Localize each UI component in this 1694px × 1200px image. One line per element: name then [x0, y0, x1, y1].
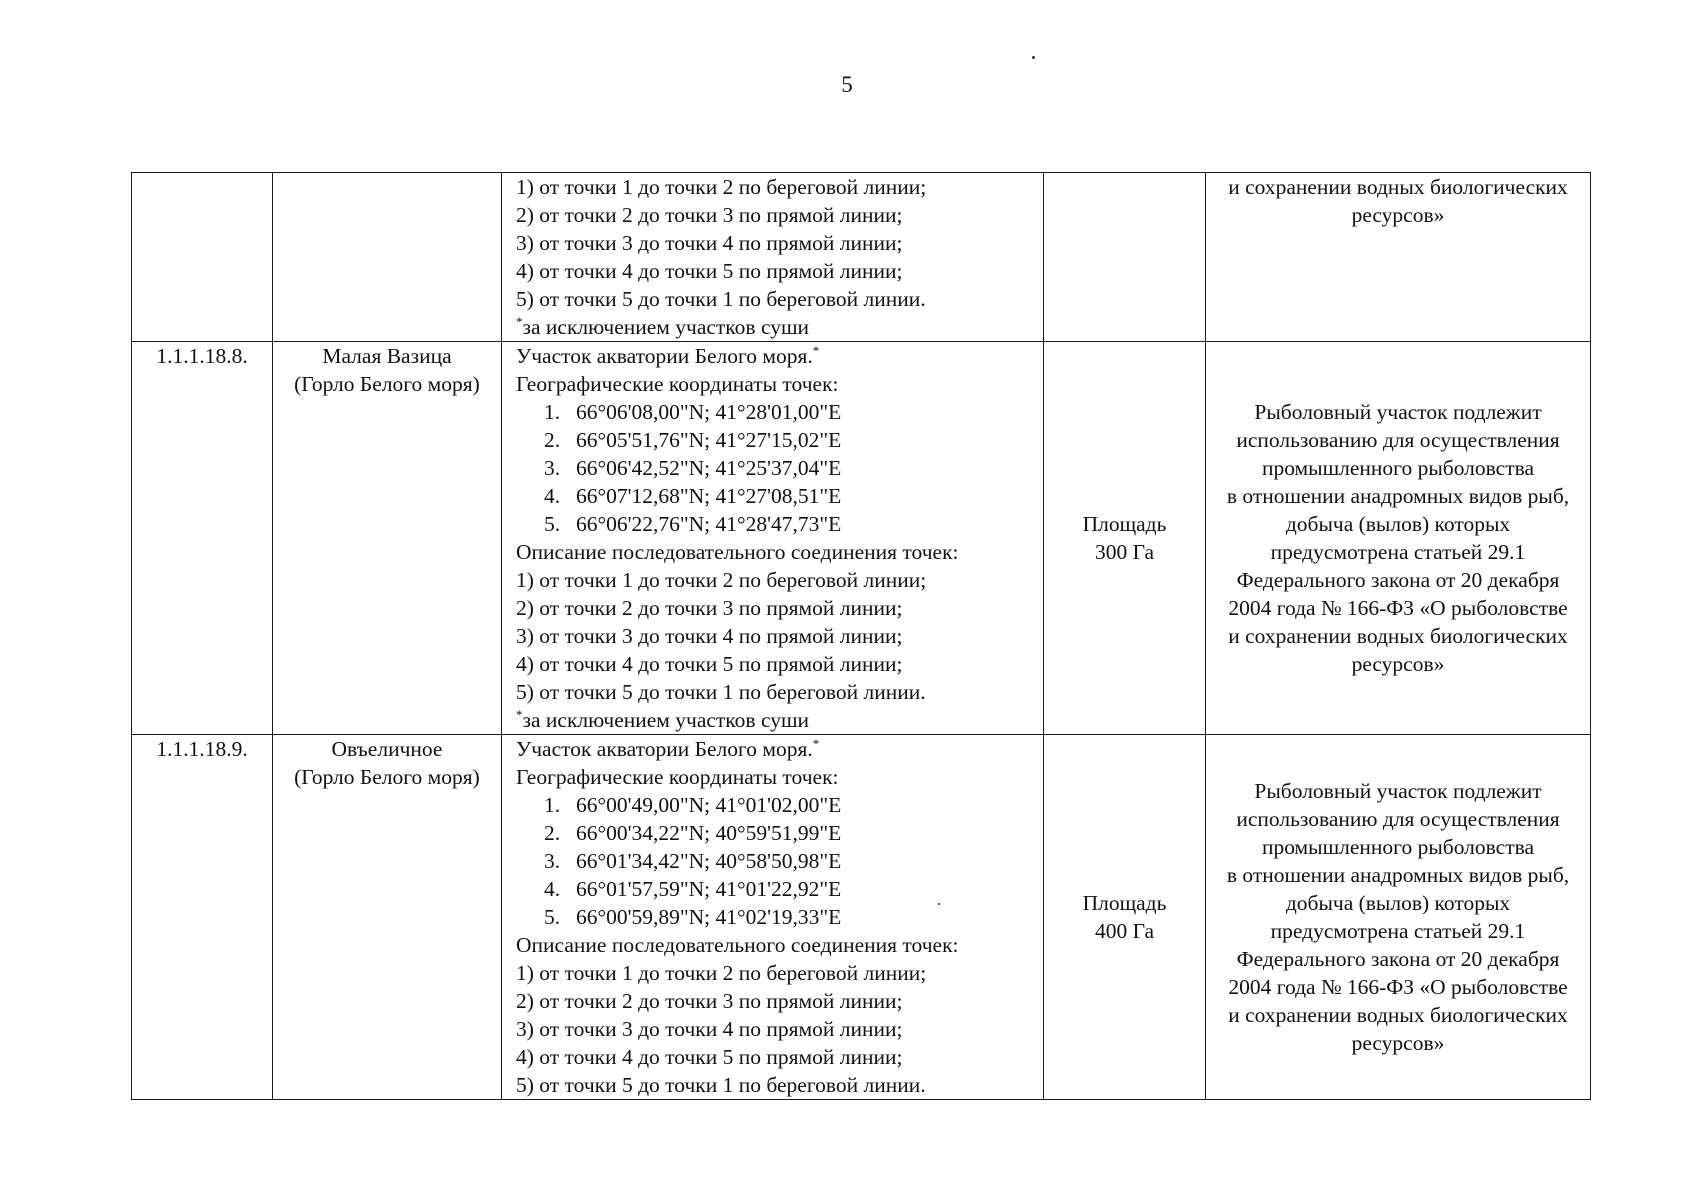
note-line: в отношении анадромных видов рыб,: [1226, 484, 1570, 508]
coord-number: 5.: [544, 905, 561, 929]
area-name: Овъеличное: [331, 737, 443, 761]
connection-line: 2) от точки 2 до точки 3 по прямой линии;: [516, 989, 903, 1013]
coord-value: 66°06'22,76"N; 41°28'47,73"E: [576, 512, 842, 536]
note-line: 2004 года № 166-ФЗ «О рыболовстве: [1228, 975, 1568, 999]
note-line: добыча (вылов) которых: [1285, 891, 1511, 915]
row-number: 1.1.1.18.8.: [156, 344, 248, 368]
footnote-mark: *: [516, 314, 523, 329]
scan-speck: [938, 903, 940, 905]
note-line: 2004 года № 166-ФЗ «О рыболовстве: [1228, 596, 1568, 620]
area-name: Малая Вазица: [322, 344, 452, 368]
description-cell: [502, 342, 1044, 735]
note-line: ресурсов»: [1351, 203, 1445, 227]
coord-value: 66°00'59,89"N; 41°02'19,33"E: [576, 905, 842, 929]
area-value: 300 Га: [1094, 540, 1155, 564]
coordinate-line: [516, 482, 1041, 510]
connections-title: Описание последовательного соединения точек:: [516, 933, 959, 957]
coord-number: 1.: [544, 793, 561, 817]
coordinate-line: [516, 398, 1041, 426]
note-line: и сохранении водных биологических: [1228, 624, 1568, 648]
coordinate-line: [516, 819, 1041, 847]
area-size-cell: [1044, 735, 1206, 1100]
note-line: промышленного рыболовства: [1261, 835, 1535, 859]
note-line: и сохранении водных биологических: [1228, 1003, 1568, 1027]
note-line: предусмотрена статьей 29.1: [1270, 540, 1526, 564]
footnote-line: [516, 313, 1041, 341]
coordinate-line: [516, 903, 1041, 931]
intro-text: Участок акватории Белого моря.: [516, 737, 813, 761]
connection-line: 3) от точки 3 до точки 4 по прямой линии;: [516, 624, 903, 648]
note-line: добыча (вылов) которых: [1285, 512, 1511, 536]
intro-text: Участок акватории Белого моря.: [516, 344, 813, 368]
row-number: 1.1.1.18.9.: [156, 737, 248, 761]
area-size-cell: [1044, 173, 1206, 342]
note-cell: [1206, 342, 1591, 735]
coordinate-line: [516, 875, 1041, 903]
coord-number: 2.: [544, 821, 561, 845]
connection-line: 4) от точки 4 до точки 5 по прямой линии;: [516, 652, 903, 676]
row-number-cell: [132, 342, 273, 735]
coord-number: 5.: [544, 512, 561, 536]
page-number: 5: [841, 72, 853, 97]
coordinate-line: [516, 510, 1041, 538]
footnote-text: за исключением участков суши: [522, 315, 810, 339]
footnote-text: за исключением участков суши: [522, 708, 810, 732]
coord-number: 4.: [544, 484, 561, 508]
coord-value: 66°06'42,52"N; 41°25'37,04"E: [576, 456, 842, 480]
connection-line: 5) от точки 5 до точки 1 по береговой линии.: [516, 1073, 926, 1097]
coordinate-line: [516, 847, 1041, 875]
connection-line: 2) от точки 2 до точки 3 по прямой линии;: [516, 203, 903, 227]
coord-value: 66°07'12,68"N; 41°27'08,51"E: [576, 484, 842, 508]
coord-number: 4.: [544, 877, 561, 901]
intro-line: [516, 735, 1041, 763]
footnote-mark: *: [812, 736, 820, 751]
coord-value: 66°05'51,76"N; 41°27'15,02"E: [576, 428, 842, 452]
coords-title: Географические координаты точек:: [516, 372, 839, 396]
note-line: Рыболовный участок подлежит: [1254, 400, 1542, 424]
note-line: ресурсов»: [1351, 652, 1445, 676]
area-label: Площадь: [1082, 891, 1167, 915]
description-cell: [502, 173, 1044, 342]
table-row: [132, 173, 1591, 342]
area-name-cell: [273, 173, 502, 342]
connection-line: 4) от точки 4 до точки 5 по прямой линии;: [516, 259, 903, 283]
note-line: в отношении анадромных видов рыб,: [1226, 863, 1570, 887]
coordinate-line: [516, 426, 1041, 454]
connection-line: 5) от точки 5 до точки 1 по береговой линии.: [516, 680, 926, 704]
connection-line: 3) от точки 3 до точки 4 по прямой линии;: [516, 1017, 903, 1041]
note-line: использованию для осуществления: [1236, 428, 1560, 452]
connection-line: 1) от точки 1 до точки 2 по береговой линии;: [516, 568, 927, 592]
connections-title: Описание последовательного соединения точек:: [516, 540, 959, 564]
coord-value: 66°01'57,59"N; 41°01'22,92"E: [576, 877, 842, 901]
coord-number: 3.: [544, 456, 561, 480]
row-number-cell: [132, 173, 273, 342]
area-region: (Горло Белого моря): [294, 372, 480, 396]
intro-line: [516, 342, 1041, 370]
scan-speck: [1032, 56, 1035, 59]
note-cell: [1206, 735, 1591, 1100]
area-label: Площадь: [1082, 512, 1167, 536]
row-number-cell: [132, 735, 273, 1100]
coord-value: 66°01'34,42"N; 40°58'50,98"E: [576, 849, 842, 873]
connection-line: 3) от точки 3 до точки 4 по прямой линии;: [516, 231, 903, 255]
footnote-mark: *: [516, 707, 523, 722]
note-cell: [1206, 173, 1591, 342]
connection-line: 2) от точки 2 до точки 3 по прямой линии;: [516, 596, 903, 620]
note-line: промышленного рыболовства: [1261, 456, 1535, 480]
note-line: Рыболовный участок подлежит: [1254, 779, 1542, 803]
area-region: (Горло Белого моря): [294, 765, 480, 789]
note-line: и сохранении водных биологических: [1228, 175, 1568, 199]
connection-line: 1) от точки 1 до точки 2 по береговой линии;: [516, 175, 927, 199]
connection-line: 4) от точки 4 до точки 5 по прямой линии;: [516, 1045, 903, 1069]
fishing-areas-table: [131, 172, 1591, 1100]
footnote-mark: *: [812, 343, 820, 358]
coordinate-line: [516, 791, 1041, 819]
note-line: Федерального закона от 20 декабря: [1236, 947, 1560, 971]
connection-line: 5) от точки 5 до точки 1 по береговой линии.: [516, 287, 926, 311]
description-cell: [502, 735, 1044, 1100]
table-row: [132, 735, 1591, 1100]
coord-number: 3.: [544, 849, 561, 873]
note-line: ресурсов»: [1351, 1031, 1445, 1055]
coord-value: 66°06'08,00"N; 41°28'01,00"E: [576, 400, 842, 424]
footnote-line: [516, 706, 1041, 734]
area-name-cell: [273, 342, 502, 735]
table-row: [132, 342, 1591, 735]
coord-value: 66°00'34,22"N; 40°59'51,99"E: [576, 821, 842, 845]
note-line: использованию для осуществления: [1236, 807, 1560, 831]
coord-number: 1.: [544, 400, 561, 424]
connection-line: 1) от точки 1 до точки 2 по береговой линии;: [516, 961, 927, 985]
coord-number: 2.: [544, 428, 561, 452]
area-name-cell: [273, 735, 502, 1100]
area-value: 400 Га: [1094, 919, 1155, 943]
coordinate-line: [516, 454, 1041, 482]
area-size-cell: [1044, 342, 1206, 735]
coords-title: Географические координаты точек:: [516, 765, 839, 789]
note-line: Федерального закона от 20 декабря: [1236, 568, 1560, 592]
note-line: предусмотрена статьей 29.1: [1270, 919, 1526, 943]
coord-value: 66°00'49,00"N; 41°01'02,00"E: [576, 793, 842, 817]
